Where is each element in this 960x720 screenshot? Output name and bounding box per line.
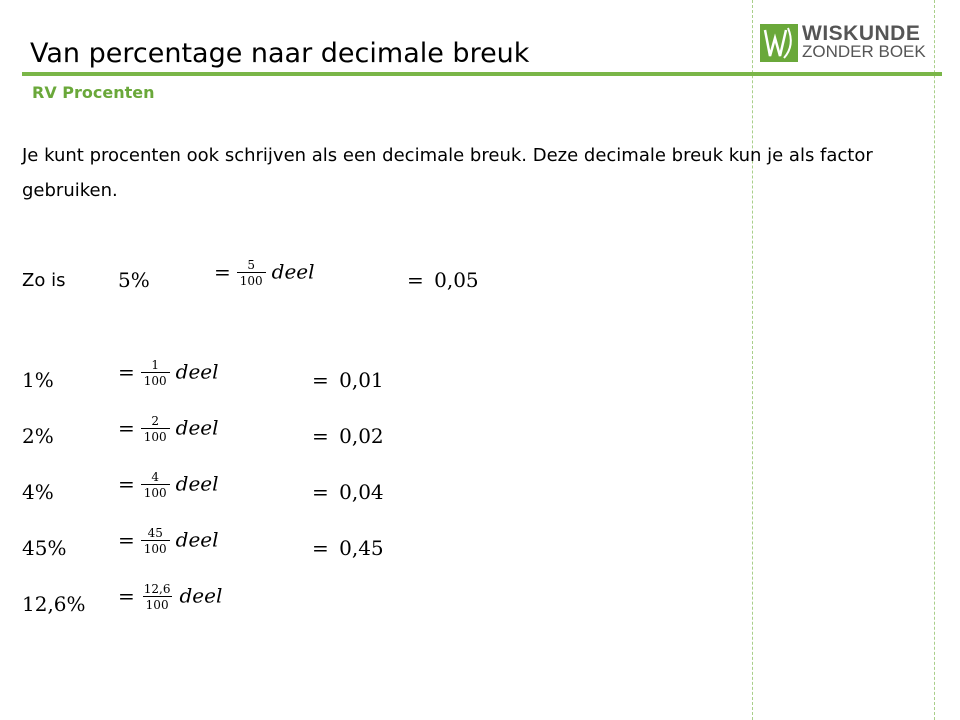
row-equals-1: = (118, 471, 135, 496)
row-word: deel (175, 527, 219, 552)
example-word: deel (271, 259, 315, 284)
row-denominator: 100 (143, 596, 172, 612)
example-fraction-expression (214, 258, 315, 288)
row-numerator: 12,6 (143, 582, 171, 596)
row-fraction (141, 358, 170, 388)
row-fraction (141, 414, 170, 444)
row-fraction (141, 526, 170, 556)
guide-line-left (752, 0, 753, 720)
row-word: deel (175, 415, 219, 440)
row-fraction-expression (118, 358, 219, 388)
slide-subtitle: RV Procenten (32, 83, 155, 102)
row-numerator: 45 (147, 526, 163, 540)
example-percent: 5% (118, 268, 150, 292)
row-result-expression (312, 368, 384, 392)
row-word: deel (179, 583, 223, 608)
row-equals-2: = (312, 536, 329, 560)
row-percent: 4% (22, 480, 54, 504)
logo-line-2: ZONDER BOEK (802, 42, 926, 61)
example-fraction (237, 258, 266, 288)
row-equals-1: = (118, 415, 135, 440)
row-result: 0,02 (339, 424, 384, 448)
row-denominator: 100 (141, 484, 170, 500)
row-result: 0,01 (339, 368, 384, 392)
row-percent: 12,6% (22, 592, 86, 616)
row-fraction (141, 582, 174, 612)
row-numerator: 1 (151, 358, 160, 372)
row-fraction-expression (118, 470, 219, 500)
row-equals-2: = (312, 368, 329, 392)
row-result-expression (312, 424, 384, 448)
logo-text (802, 22, 926, 61)
title-underline (22, 72, 942, 76)
example-result: 0,05 (434, 268, 479, 292)
row-result: 0,04 (339, 480, 384, 504)
row-result: 0,45 (339, 536, 384, 560)
row-percent: 1% (22, 368, 54, 392)
row-numerator: 4 (151, 470, 160, 484)
guide-line-right (934, 0, 935, 720)
row-percent: 2% (22, 424, 54, 448)
row-denominator: 100 (141, 428, 170, 444)
row-equals-2: = (312, 424, 329, 448)
row-equals-2: = (312, 480, 329, 504)
row-percent: 45% (22, 536, 67, 560)
logo-mark-icon (760, 24, 798, 62)
logo (760, 22, 926, 64)
row-result-expression (312, 536, 384, 560)
example-equals-2: = (407, 268, 424, 292)
row-result-expression (312, 480, 384, 504)
row-fraction-expression (118, 526, 219, 556)
example-equals-1: = (214, 259, 231, 284)
row-fraction-expression (118, 582, 222, 612)
row-numerator: 2 (151, 414, 160, 428)
row-word: deel (175, 359, 219, 384)
row-equals-1: = (118, 527, 135, 552)
example-prefix: Zo is (22, 270, 66, 291)
example-result-expression (407, 268, 479, 292)
example-numerator: 5 (247, 258, 256, 272)
logo-line-1: WISKUNDE (802, 22, 921, 45)
row-equals-1: = (118, 583, 135, 608)
row-denominator: 100 (141, 372, 170, 388)
row-equals-1: = (118, 359, 135, 384)
row-denominator: 100 (141, 540, 170, 556)
example-denominator: 100 (237, 272, 266, 288)
row-fraction-expression (118, 414, 219, 444)
slide-title: Van percentage naar decimale breuk (30, 38, 530, 69)
row-word: deel (175, 471, 219, 496)
intro-paragraph: Je kunt procenten ook schrijven als een decimale breuk. Deze decimale breuk kun je als factor gebruiken. (22, 145, 873, 201)
row-fraction (141, 470, 170, 500)
